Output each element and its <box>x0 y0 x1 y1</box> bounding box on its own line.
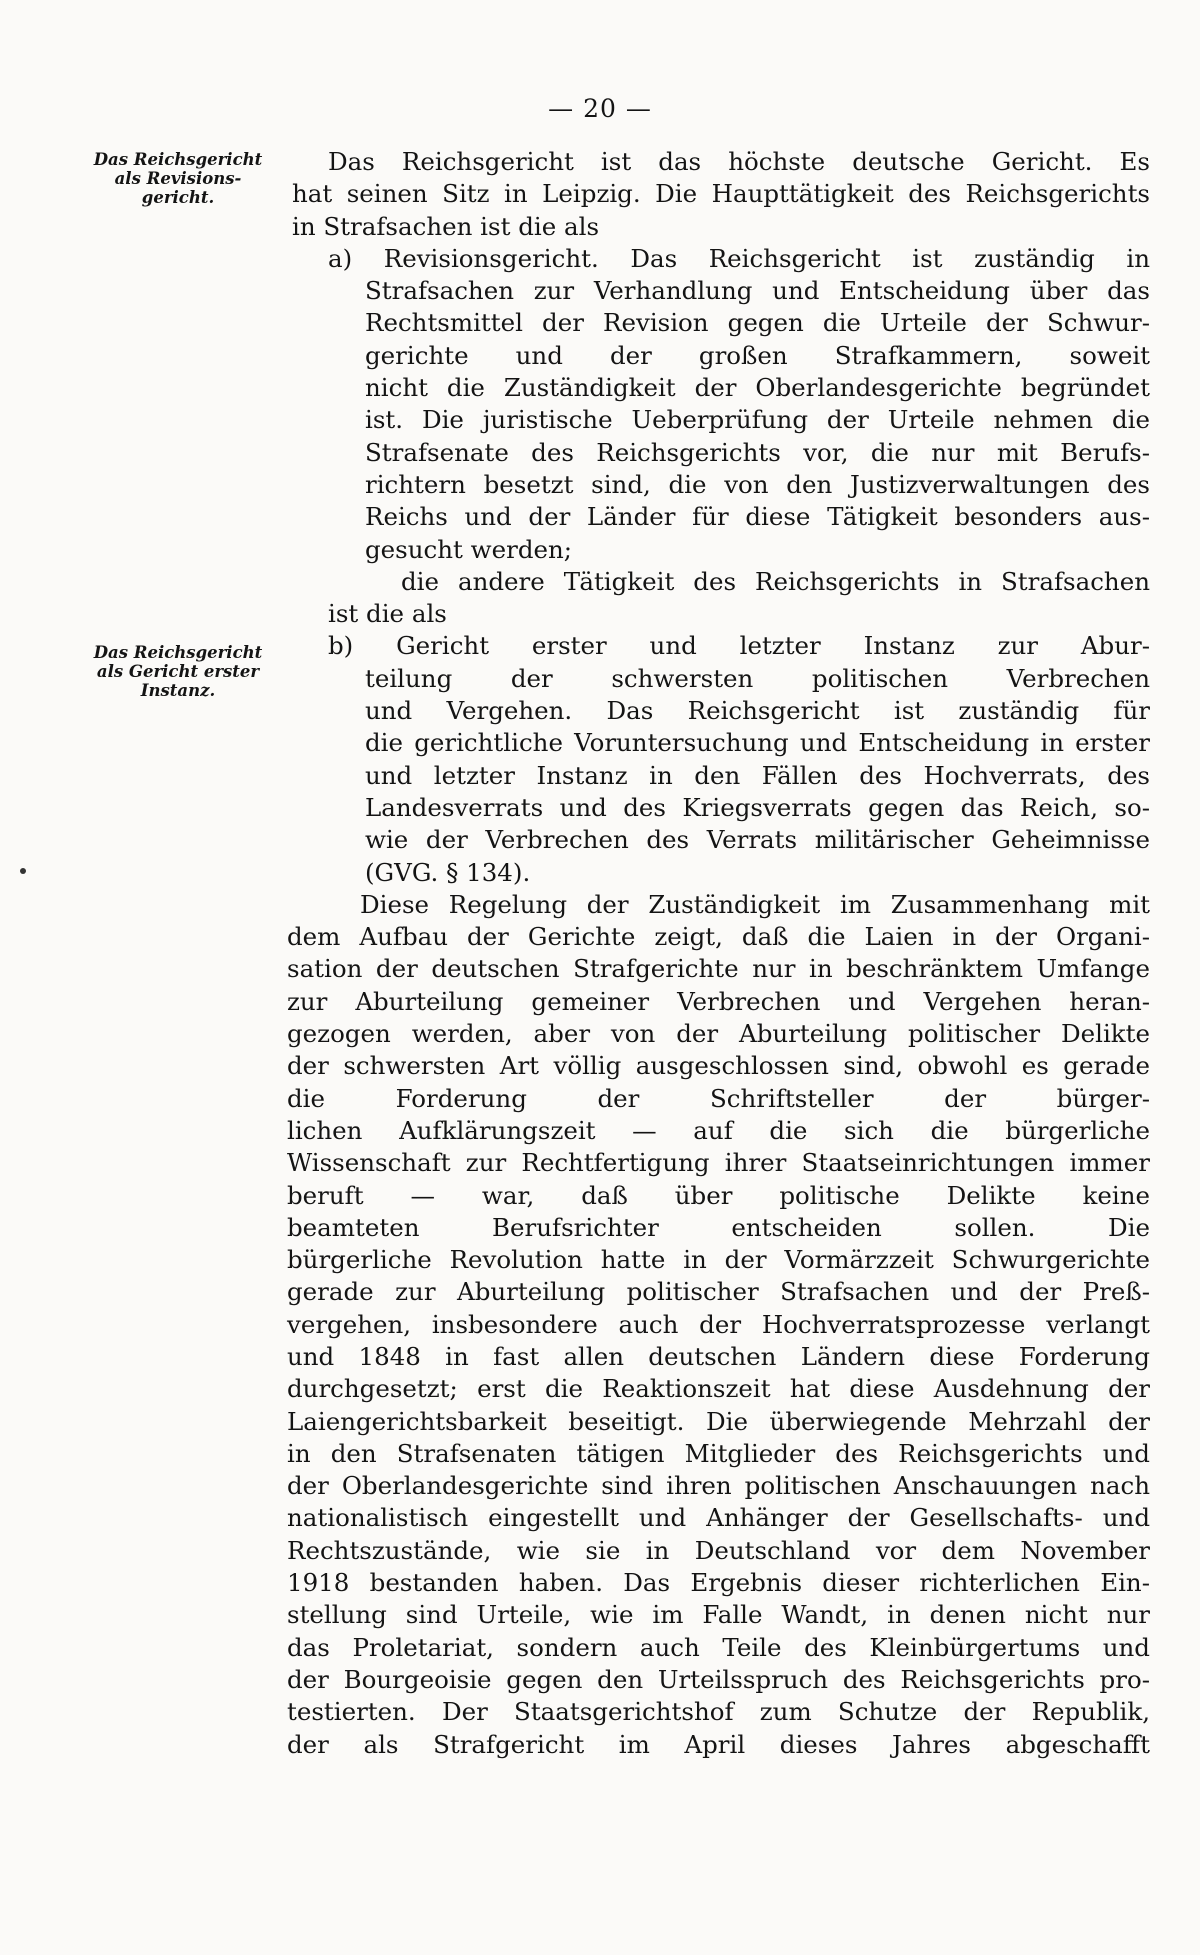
text-line: das Proletariat, sondern auch Teile des Kleinbürgertums und <box>287 1632 1150 1662</box>
text-line: Reichs und der Länder für diese Tätigkeit besonders aus- <box>365 502 1150 532</box>
text-line: beamteten Berufsrichter entscheiden sollen. Die <box>287 1212 1150 1242</box>
text-line: durchgesetzt; erst die Reaktionszeit hat diese Ausdehnung der <box>287 1374 1150 1404</box>
text-line: ist die als <box>328 599 447 629</box>
text-line: Landesverrats und des Kriegsverrats gegen das Reich, so- <box>365 792 1150 822</box>
text-line: und letzter Instanz in den Fällen des Hochverrats, des <box>365 760 1150 790</box>
text-line: stellung sind Urteile, wie im Falle Wandt, in denen nicht nur <box>287 1600 1150 1630</box>
text-line: richtern besetzt sind, die von den Justizverwaltungen des <box>365 469 1150 499</box>
text-line: nationalistisch eingestellt und Anhänger der Gesellschafts- und <box>287 1503 1150 1533</box>
text-line: ist. Die juristische Ueberprüfung der Urteile nehmen die <box>365 405 1150 435</box>
margin-note-line: als Revisions- <box>114 169 242 188</box>
text-line: gezogen werden, aber von der Aburteilung politischer Delikte <box>287 1019 1150 1049</box>
text-line: in Strafsachen ist die als <box>292 211 600 241</box>
margin-note-revisionsgericht <box>72 150 284 207</box>
text-line: gesucht werden; <box>365 534 573 564</box>
text-line: Strafsenate des Reichsgerichts vor, die nur mit Berufs- <box>365 437 1150 467</box>
text-line: sation der deutschen Strafgerichte nur in beschränktem Umfange <box>287 954 1150 984</box>
text-line: a) Revisionsgericht. Das Reichsgericht ist zuständig in <box>328 243 1150 273</box>
text-line: hat seinen Sitz in Leipzig. Die Haupttätigkeit des Reichsgerichts <box>292 179 1150 209</box>
text-line: bürgerliche Revolution hatte in der Vormärzzeit Schwurgerichte <box>287 1245 1150 1275</box>
text-line: Das Reichsgericht ist das höchste deutsche Gericht. Es <box>328 147 1150 176</box>
margin-note-line: als Gericht erster <box>96 662 260 681</box>
text-line: die andere Tätigkeit des Reichsgerichts in Strafsachen <box>401 566 1150 596</box>
text-line: in den Strafsenaten tätigen Mitglieder des Reichsgerichts und <box>287 1438 1150 1468</box>
text-line: und Vergehen. Das Reichsgericht ist zuständig für <box>365 696 1150 726</box>
margin-note-erste-instanz <box>72 643 284 700</box>
margin-note-line: gericht. <box>141 188 215 207</box>
text-line: Rechtszustände, wie sie in Deutschland vor dem November <box>287 1535 1150 1565</box>
text-line: testierten. Der Staatsgerichtshof zum Schutze der Republik, <box>287 1697 1150 1727</box>
text-line: der Bourgeoisie gegen den Urteilsspruch des Reichsgerichts pro- <box>287 1664 1150 1694</box>
text-line: lichen Aufklärungszeit — auf die sich die bürgerliche <box>287 1115 1150 1145</box>
text-line: der schwersten Art völlig ausgeschlossen sind, obwohl es gerade <box>287 1051 1150 1081</box>
text-line: der Oberlandesgerichte sind ihren politischen Anschauungen nach <box>287 1471 1150 1501</box>
body-text <box>287 146 1150 1761</box>
margin-note-line: Instanz. <box>140 681 216 700</box>
text-line: die Forderung der Schriftsteller der bürger- <box>287 1083 1150 1113</box>
text-line: wie der Verbrechen des Verrats militärischer Geheimnisse <box>365 825 1150 855</box>
margin-note-line: Das Reichsgericht <box>93 643 263 662</box>
text-line: (GVG. § 134). <box>365 857 531 887</box>
page-number: — 20 — <box>548 94 652 123</box>
text-line: teilung der schwersten politischen Verbrechen <box>365 663 1150 693</box>
text-line: zur Aburteilung gemeiner Verbrechen und Vergehen heran- <box>287 986 1150 1016</box>
text-line: gerade zur Aburteilung politischer Strafsachen und der Preß- <box>287 1277 1150 1307</box>
text-line: Strafsachen zur Verhandlung und Entscheidung über das <box>365 276 1150 306</box>
margin-note-line: Das Reichsgericht <box>93 150 263 169</box>
text-line: 1918 bestanden haben. Das Ergebnis dieser richterlichen Ein- <box>287 1568 1150 1598</box>
text-line: Rechtsmittel der Revision gegen die Urteile der Schwur- <box>365 308 1150 338</box>
text-line: beruft — war, daß über politische Delikte keine <box>287 1180 1150 1210</box>
text-line: die gerichtliche Voruntersuchung und Entscheidung in erster <box>365 728 1150 758</box>
text-line: und 1848 in fast allen deutschen Ländern diese Forderung <box>287 1341 1150 1371</box>
text-line: Wissenschaft zur Rechtfertigung ihrer Staatseinrichtungen immer <box>287 1148 1150 1178</box>
text-line: nicht die Zuständigkeit der Oberlandesgerichte begründet <box>365 373 1150 403</box>
text-line: gerichte und der großen Strafkammern, soweit <box>365 340 1150 370</box>
text-line: Diese Regelung der Zuständigkeit im Zusammenhang mit <box>360 889 1150 919</box>
text-line: b) Gericht erster und letzter Instanz zur Abur- <box>328 631 1150 661</box>
text-line: der als Strafgericht im April dieses Jahres abgeschafft <box>287 1729 1150 1759</box>
text-line: dem Aufbau der Gerichte zeigt, daß die Laien in der Organi- <box>287 922 1150 952</box>
text-line: vergehen, insbesondere auch der Hochverratsprozesse verlangt <box>287 1309 1150 1339</box>
margin-dot <box>20 868 26 874</box>
text-line: Laiengerichtsbarkeit beseitigt. Die überwiegende Mehrzahl der <box>287 1406 1150 1436</box>
